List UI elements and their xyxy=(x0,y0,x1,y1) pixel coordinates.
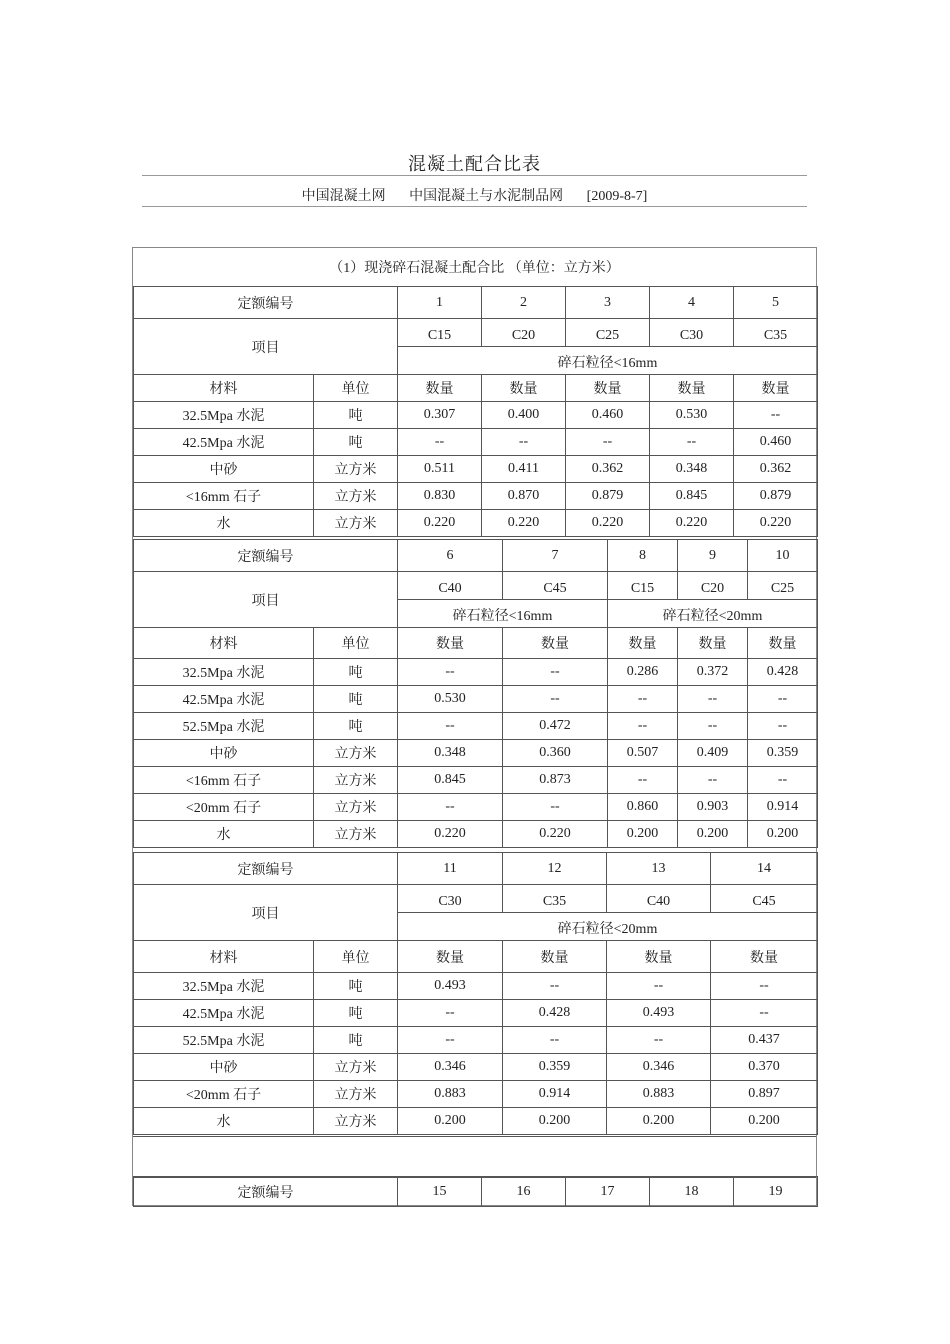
material-name: 中砂 xyxy=(134,740,314,767)
quantity-cell: -- xyxy=(678,713,748,740)
material-header: 材料 xyxy=(134,375,314,402)
quantity-cell: -- xyxy=(711,973,818,1000)
quantity-cell: 0.437 xyxy=(711,1027,818,1054)
material-name: 42.5Mpa 水泥 xyxy=(134,429,314,456)
quantity-header: 数量 xyxy=(398,375,482,402)
item-label: 项目 xyxy=(134,319,398,375)
table-row xyxy=(134,483,818,510)
table-row xyxy=(134,740,818,767)
quantity-cell: -- xyxy=(503,973,607,1000)
unit-header: 单位 xyxy=(314,941,398,973)
table-row xyxy=(134,1054,818,1081)
quantity-cell: 0.870 xyxy=(482,483,566,510)
quantity-cell: 0.200 xyxy=(748,821,818,848)
quantity-header: 数量 xyxy=(748,628,818,659)
quota-no-label: 定额编号 xyxy=(134,540,398,572)
quantity-cell: 0.200 xyxy=(607,1108,711,1135)
quantity-cell: -- xyxy=(398,429,482,456)
quantity-cell: 0.200 xyxy=(678,821,748,848)
material-unit: 吨 xyxy=(314,429,398,456)
aggregate-size: 碎石粒径<16mm xyxy=(398,347,818,375)
quota-no-label: 定额编号 xyxy=(134,853,398,885)
item-label: 项目 xyxy=(134,572,398,628)
quantity-cell: -- xyxy=(398,794,503,821)
mix-table-2 xyxy=(133,539,818,848)
quota-no: 11 xyxy=(398,853,503,885)
strength-grade: C45 xyxy=(503,572,608,600)
quantity-cell: -- xyxy=(711,1000,818,1027)
quantity-cell: 0.507 xyxy=(608,740,678,767)
quantity-header: 数量 xyxy=(678,628,748,659)
table-row xyxy=(134,429,818,456)
page-title: 混凝土配合比表 xyxy=(408,154,541,174)
publish-date: [2009-8-7] xyxy=(586,189,648,204)
material-unit: 吨 xyxy=(314,1027,398,1054)
strength-grade: C25 xyxy=(748,572,818,600)
quantity-cell: -- xyxy=(607,973,711,1000)
item-label: 项目 xyxy=(134,885,398,941)
material-name: 32.5Mpa 水泥 xyxy=(134,402,314,429)
quantity-cell: -- xyxy=(734,402,818,429)
quantity-cell: -- xyxy=(608,686,678,713)
quantity-cell: 0.428 xyxy=(748,659,818,686)
quantity-cell: 0.286 xyxy=(608,659,678,686)
material-name: <16mm 石子 xyxy=(134,767,314,794)
table-row xyxy=(134,794,818,821)
quantity-cell: 0.372 xyxy=(678,659,748,686)
quantity-cell: -- xyxy=(678,686,748,713)
quantity-cell: 0.914 xyxy=(748,794,818,821)
material-unit: 吨 xyxy=(314,659,398,686)
strength-grade: C30 xyxy=(650,319,734,347)
quantity-cell: 0.348 xyxy=(650,456,734,483)
aggregate-size: 碎石粒径<20mm xyxy=(398,913,818,941)
material-name: 中砂 xyxy=(134,456,314,483)
quantity-cell: 0.362 xyxy=(734,456,818,483)
mix-table-3 xyxy=(133,852,818,1135)
table-row xyxy=(134,1108,818,1135)
quota-no: 19 xyxy=(734,1177,818,1207)
quantity-cell: 0.307 xyxy=(398,402,482,429)
quantity-cell: 0.511 xyxy=(398,456,482,483)
quantity-cell: -- xyxy=(398,1000,503,1027)
quantity-cell: 0.530 xyxy=(398,686,503,713)
quantity-cell: -- xyxy=(748,686,818,713)
quantity-cell: -- xyxy=(650,429,734,456)
quantity-cell: 0.400 xyxy=(482,402,566,429)
table-row xyxy=(134,686,818,713)
strength-grade: C40 xyxy=(607,885,711,913)
mix-table-1 xyxy=(133,286,818,537)
table-row xyxy=(134,713,818,740)
material-name: 32.5Mpa 水泥 xyxy=(134,973,314,1000)
quota-no: 14 xyxy=(711,853,818,885)
quantity-cell: 0.460 xyxy=(734,429,818,456)
quantity-cell: 0.220 xyxy=(650,510,734,537)
source-line xyxy=(142,185,807,205)
material-unit: 吨 xyxy=(314,713,398,740)
table-row xyxy=(134,1027,818,1054)
quantity-cell: -- xyxy=(607,1027,711,1054)
quantity-cell: 0.220 xyxy=(566,510,650,537)
quantity-cell: -- xyxy=(398,1027,503,1054)
quantity-cell: -- xyxy=(608,713,678,740)
quota-no: 5 xyxy=(734,287,818,319)
quantity-cell: 0.530 xyxy=(650,402,734,429)
material-header: 材料 xyxy=(134,941,314,973)
quantity-cell: 0.830 xyxy=(398,483,482,510)
quota-no: 17 xyxy=(566,1177,650,1207)
unit-header: 单位 xyxy=(314,628,398,659)
source-site-1: 中国混凝土网 xyxy=(301,189,386,204)
quantity-cell: 0.346 xyxy=(398,1054,503,1081)
quantity-cell: 0.914 xyxy=(503,1081,607,1108)
quantity-cell: -- xyxy=(748,767,818,794)
quantity-cell: 0.220 xyxy=(398,510,482,537)
quantity-header: 数量 xyxy=(398,941,503,973)
material-unit: 立方米 xyxy=(314,740,398,767)
quantity-header: 数量 xyxy=(398,628,503,659)
strength-grade: C45 xyxy=(711,885,818,913)
quantity-cell: 0.359 xyxy=(748,740,818,767)
quantity-header: 数量 xyxy=(650,375,734,402)
strength-grade: C40 xyxy=(398,572,503,600)
table-row xyxy=(134,456,818,483)
table-row xyxy=(134,510,818,537)
quantity-cell: 0.493 xyxy=(607,1000,711,1027)
material-name: <20mm 石子 xyxy=(134,1081,314,1108)
blank-row xyxy=(133,1136,816,1178)
mix-table-4 xyxy=(133,1176,818,1207)
quantity-cell: 0.903 xyxy=(678,794,748,821)
table-row xyxy=(134,402,818,429)
quantity-cell: 0.883 xyxy=(607,1081,711,1108)
strength-grade: C35 xyxy=(734,319,818,347)
material-unit: 吨 xyxy=(314,686,398,713)
material-unit: 立方米 xyxy=(314,821,398,848)
quantity-cell: 0.200 xyxy=(398,1108,503,1135)
quantity-cell: 0.411 xyxy=(482,456,566,483)
quantity-cell: 0.220 xyxy=(482,510,566,537)
quota-no: 4 xyxy=(650,287,734,319)
quantity-cell: 0.346 xyxy=(607,1054,711,1081)
quantity-header: 数量 xyxy=(607,941,711,973)
quantity-cell: 0.348 xyxy=(398,740,503,767)
quantity-header: 数量 xyxy=(503,941,607,973)
quota-no: 13 xyxy=(607,853,711,885)
quantity-cell: -- xyxy=(503,794,608,821)
quota-no: 18 xyxy=(650,1177,734,1207)
quota-no: 3 xyxy=(566,287,650,319)
material-name: 52.5Mpa 水泥 xyxy=(134,1027,314,1054)
quantity-header: 数量 xyxy=(711,941,818,973)
quantity-cell: 0.879 xyxy=(734,483,818,510)
material-name: 水 xyxy=(134,510,314,537)
strength-grade: C35 xyxy=(503,885,607,913)
table-row xyxy=(134,1000,818,1027)
quantity-header: 数量 xyxy=(734,375,818,402)
quantity-cell: 0.845 xyxy=(650,483,734,510)
quantity-header: 数量 xyxy=(566,375,650,402)
quantity-cell: -- xyxy=(503,1027,607,1054)
material-unit: 立方米 xyxy=(314,1054,398,1081)
quantity-header: 数量 xyxy=(608,628,678,659)
unit-header: 单位 xyxy=(314,375,398,402)
material-name: 42.5Mpa 水泥 xyxy=(134,1000,314,1027)
material-unit: 吨 xyxy=(314,402,398,429)
material-unit: 吨 xyxy=(314,973,398,1000)
quantity-cell: 0.860 xyxy=(608,794,678,821)
strength-grade: C25 xyxy=(566,319,650,347)
material-unit: 立方米 xyxy=(314,794,398,821)
table-row xyxy=(134,973,818,1000)
quantity-cell: 0.220 xyxy=(734,510,818,537)
quantity-cell: -- xyxy=(398,713,503,740)
quantity-cell: -- xyxy=(482,429,566,456)
quota-no: 12 xyxy=(503,853,607,885)
strength-grade: C15 xyxy=(398,319,482,347)
quota-no-label: 定额编号 xyxy=(134,287,398,319)
aggregate-size: 碎石粒径<16mm xyxy=(398,600,608,628)
quantity-cell: 0.879 xyxy=(566,483,650,510)
source-divider xyxy=(142,206,807,207)
material-name: 42.5Mpa 水泥 xyxy=(134,686,314,713)
quota-no: 10 xyxy=(748,540,818,572)
quantity-cell: 0.220 xyxy=(398,821,503,848)
material-unit: 吨 xyxy=(314,1000,398,1027)
quantity-cell: -- xyxy=(398,659,503,686)
quota-no-label: 定额编号 xyxy=(134,1177,398,1207)
quota-no: 16 xyxy=(482,1177,566,1207)
quantity-cell: 0.200 xyxy=(608,821,678,848)
material-name: 水 xyxy=(134,1108,314,1135)
table-caption: （1）现浇碎石混凝土配合比 （单位：立方米） xyxy=(329,261,620,276)
table-row xyxy=(134,659,818,686)
quantity-cell: -- xyxy=(566,429,650,456)
quantity-cell: 0.200 xyxy=(711,1108,818,1135)
quantity-cell: 0.200 xyxy=(503,1108,607,1135)
quota-no: 9 xyxy=(678,540,748,572)
title-divider xyxy=(142,175,807,176)
quota-no: 2 xyxy=(482,287,566,319)
quantity-cell: -- xyxy=(678,767,748,794)
material-name: 水 xyxy=(134,821,314,848)
quantity-cell: 0.220 xyxy=(503,821,608,848)
quota-no: 15 xyxy=(398,1177,482,1207)
table-row xyxy=(134,821,818,848)
quantity-cell: 0.873 xyxy=(503,767,608,794)
material-name: 中砂 xyxy=(134,1054,314,1081)
table-row xyxy=(134,1081,818,1108)
material-name: <20mm 石子 xyxy=(134,794,314,821)
quantity-cell: 0.897 xyxy=(711,1081,818,1108)
quantity-cell: 0.359 xyxy=(503,1054,607,1081)
material-unit: 立方米 xyxy=(314,1081,398,1108)
material-name: <16mm 石子 xyxy=(134,483,314,510)
quantity-header: 数量 xyxy=(482,375,566,402)
quantity-cell: 0.428 xyxy=(503,1000,607,1027)
material-unit: 立方米 xyxy=(314,767,398,794)
strength-grade: C15 xyxy=(608,572,678,600)
material-header: 材料 xyxy=(134,628,314,659)
material-name: 32.5Mpa 水泥 xyxy=(134,659,314,686)
quota-no: 1 xyxy=(398,287,482,319)
quantity-cell: 0.472 xyxy=(503,713,608,740)
quantity-cell: 0.360 xyxy=(503,740,608,767)
material-name: 52.5Mpa 水泥 xyxy=(134,713,314,740)
source-site-2: 中国混凝土与水泥制品网 xyxy=(409,189,564,204)
strength-grade: C20 xyxy=(678,572,748,600)
strength-grade: C20 xyxy=(482,319,566,347)
quota-no: 7 xyxy=(503,540,608,572)
strength-grade: C30 xyxy=(398,885,503,913)
quantity-cell: -- xyxy=(608,767,678,794)
quantity-cell: 0.845 xyxy=(398,767,503,794)
quantity-cell: -- xyxy=(748,713,818,740)
material-unit: 立方米 xyxy=(314,1108,398,1135)
quota-no: 6 xyxy=(398,540,503,572)
quantity-cell: -- xyxy=(503,659,608,686)
quantity-cell: 0.409 xyxy=(678,740,748,767)
quantity-header: 数量 xyxy=(503,628,608,659)
material-unit: 立方米 xyxy=(314,483,398,510)
quantity-cell: 0.362 xyxy=(566,456,650,483)
quantity-cell: 0.460 xyxy=(566,402,650,429)
quantity-cell: -- xyxy=(503,686,608,713)
aggregate-size: 碎石粒径<20mm xyxy=(608,600,818,628)
quantity-cell: 0.883 xyxy=(398,1081,503,1108)
quantity-cell: 0.370 xyxy=(711,1054,818,1081)
quantity-cell: 0.493 xyxy=(398,973,503,1000)
material-unit: 立方米 xyxy=(314,456,398,483)
material-unit: 立方米 xyxy=(314,510,398,537)
table-row xyxy=(134,767,818,794)
quota-no: 8 xyxy=(608,540,678,572)
